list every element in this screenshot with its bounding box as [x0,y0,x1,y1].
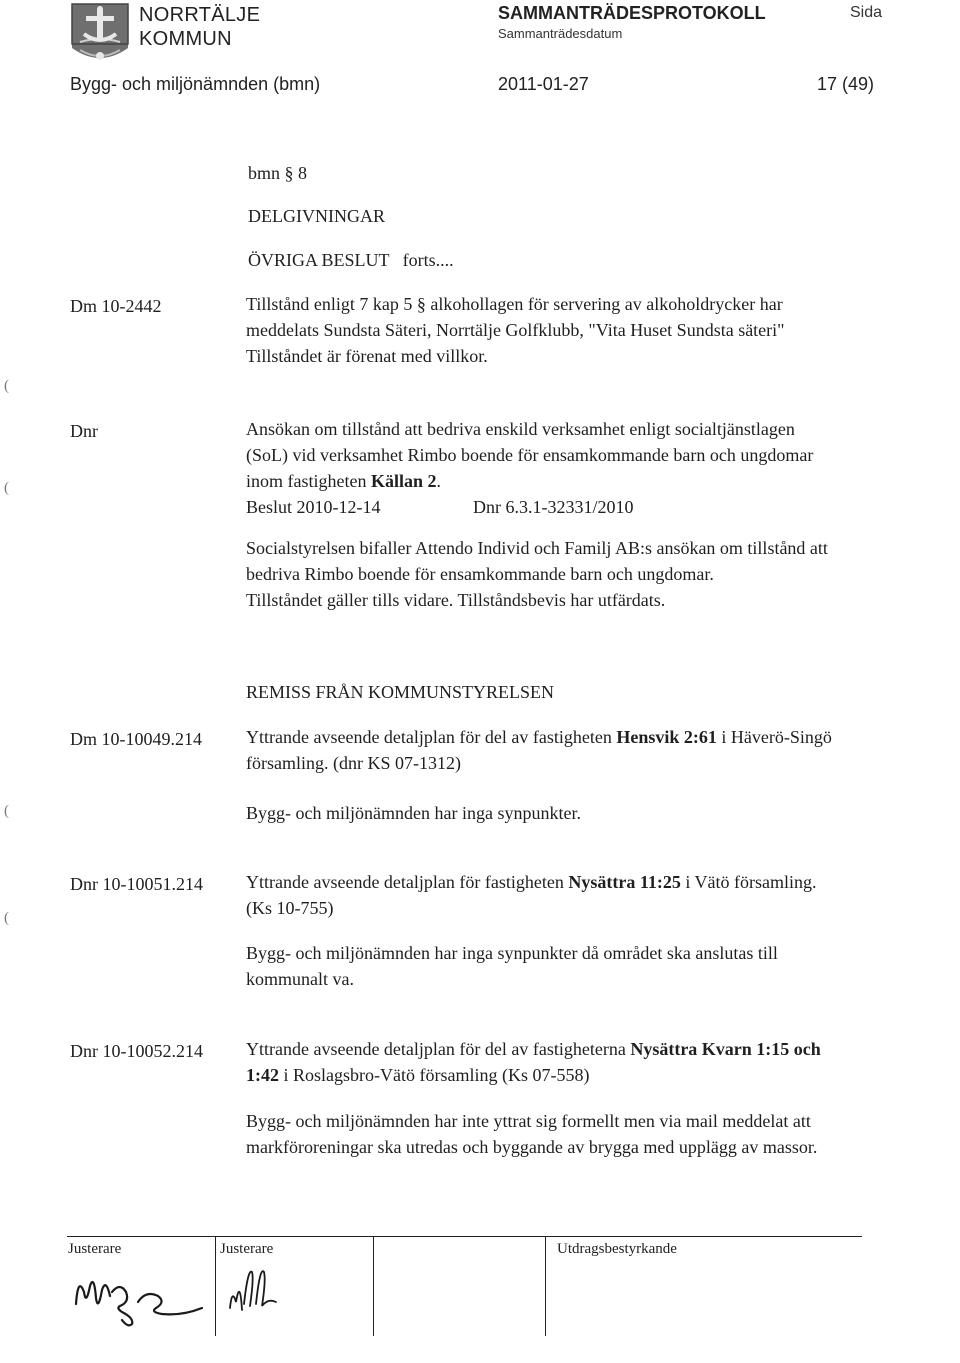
property-name: Nysättra Kvarn 1:15 och [630,1039,821,1059]
remiss-line-text: Yttrande avseende detaljplan för del av fastigheten [246,727,617,747]
paragraph-number: bmn § 8 [248,163,308,183]
item-line [246,468,911,494]
footer-utdragsbestyrkande-label: Utdragsbestyrkande [557,1241,677,1257]
remiss-line-text: Yttrande avseende detaljplan för del av fastigheterna [246,1039,631,1059]
org-name-line2: KOMMUN [139,28,232,50]
remiss-line-text: i Vätö församling. [680,872,817,892]
page-label: Sida [850,4,883,21]
remiss-dnr: Dnr 10-10052.214 [70,1041,203,1061]
remiss-text [246,1036,911,1088]
beslut-line [246,494,911,520]
beslut-label: Beslut 2010-12-14 [246,497,381,517]
section-subtitle: ÖVRIGA BESLUT forts.... [248,250,454,270]
item-dnr: Dm 10-2442 [70,296,162,316]
signature-initials [72,1262,212,1332]
decision-line: bedriva Rimbo boende för ensamkommande barn och ungdomar. [246,564,714,584]
property-name: 1:42 [246,1065,279,1085]
response-line: markföroreningar ska utredas och byggande av brygga med upplägg av massor. [246,1137,818,1157]
footer-justerare-label: Justerare [220,1241,274,1257]
decision-line: Socialstyrelsen bifaller Attendo Individ och Familj AB:s ansökan om tillstånd att [246,538,828,558]
norrtalje-coat-of-arms-logo [70,2,130,64]
item-text [246,416,911,520]
response-line: Bygg- och miljönämnden har inga synpunkter då området ska anslutas till [246,943,778,963]
item-line: meddelats Sundsta Säteri, Norrtälje Golfklubb, "Vita Huset Sundsta säteri" [246,320,785,340]
remiss-response [246,1108,911,1160]
margin-mark: ( [4,480,9,496]
item-dnr: Dnr [70,421,98,441]
margin-mark: ( [4,910,9,926]
committee-name: Bygg- och miljönämnden (bmn) [70,74,321,94]
section-title: DELGIVNINGAR [248,206,385,226]
remiss-response [246,800,911,826]
remiss-line [246,869,911,895]
response-line: kommunalt va. [246,969,354,989]
signature-initials [222,1258,282,1318]
margin-mark: ( [4,803,9,819]
property-name: Nysättra 11:25 [568,872,681,892]
org-name-line1: NORRTÄLJE [139,4,261,26]
remiss-line [246,1062,911,1088]
decision-line: Tillståndet gäller tills vidare. Tillståndsbevis har utfärdats. [246,590,666,610]
item-line: Tillståndet är förenat med villkor. [246,346,488,366]
remiss-line-text: i Häverö-Singö [716,727,832,747]
remiss-dnr: Dnr 10-10051.214 [70,874,203,894]
item-line: Tillstånd enligt 7 kap 5 § alkohollagen för servering av alkoholdrycker har [246,294,783,314]
item-line-text: inom fastigheten [246,471,367,491]
footer-justerare-label: Justerare [68,1241,122,1257]
page-number: 17 (49) [817,74,875,94]
item-line: (SoL) vid verksamhet Rimbo boende för ensamkommande barn och ungdomar [246,445,814,465]
protocol-title: SAMMANTRÄDESPROTOKOLL [498,3,766,23]
footer-divider [545,1236,546,1336]
remiss-line [246,1036,911,1062]
remiss-line-text: Yttrande avseende detaljplan för fastigheten [246,872,569,892]
remiss-line: (Ks 10-755) [246,898,334,918]
meeting-date: 2011-01-27 [498,74,589,94]
response-line: Bygg- och miljönämnden har inga synpunkter. [246,803,581,823]
property-name: Hensvik 2:61 [616,727,717,747]
item-text [246,291,911,369]
protocol-date-label: Sammanträdesdatum [498,26,623,41]
item-line: Ansökan om tillstånd att bedriva enskild verksamhet enligt socialtjänstlagen [246,419,795,439]
margin-mark: ( [4,378,9,394]
property-name: Källan 2 [370,471,437,491]
remiss-text [246,724,911,776]
footer-rule [67,1236,862,1237]
remiss-line [246,724,911,750]
footer-divider [373,1236,374,1336]
beslut-dnr: Dnr 6.3.1-32331/2010 [473,497,634,517]
decision-text [246,535,911,613]
remiss-heading: REMISS FRÅN KOMMUNSTYRELSEN [246,682,555,702]
footer-divider [215,1236,216,1336]
remiss-dnr: Dm 10-10049.214 [70,729,202,749]
remiss-response [246,940,911,992]
response-line: Bygg- och miljönämnden har inte yttrat sig formellt men via mail meddelat att [246,1111,811,1131]
remiss-line: församling. (dnr KS 07-1312) [246,753,461,773]
remiss-line-text: i Roslagsbro-Vätö församling (Ks 07-558) [279,1065,590,1085]
property-end: . [436,471,441,491]
remiss-text [246,869,911,921]
